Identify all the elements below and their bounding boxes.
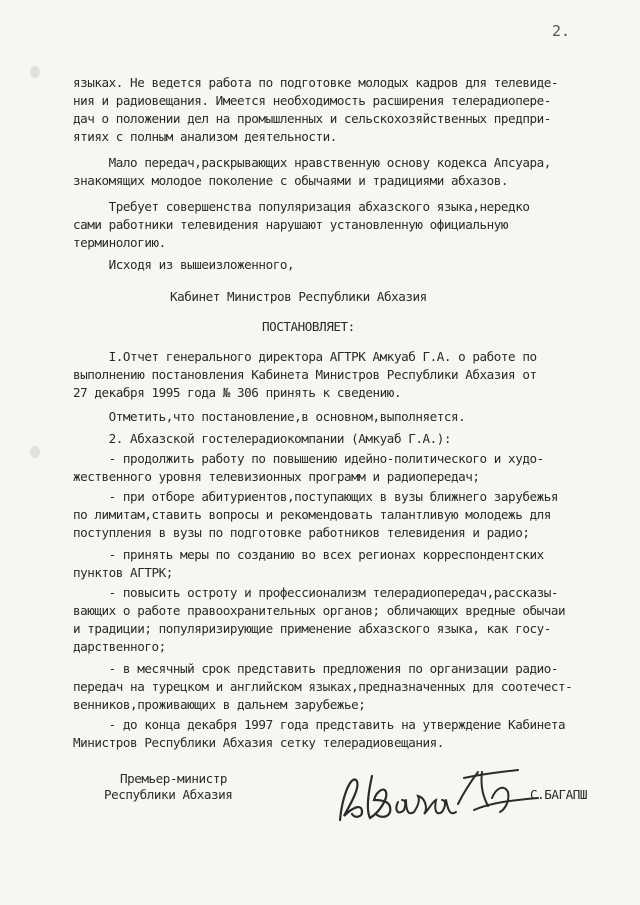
item-line: по лимитам,ставить вопросы и рекомендовать талантливую молодежь для [73, 507, 551, 522]
resolves-heading: ПОСТАНОВЛЯЕТ: [262, 319, 355, 334]
item-line: - до конца декабря 1997 года представить на утверждение Кабинета [73, 717, 566, 732]
signatory-title: Республики Абхазия [104, 787, 233, 802]
item-line: выполнению постановления Кабинета Министров Республики Абхазия от [73, 367, 537, 382]
item-line: - продолжить работу по повышению идейно-политического и худо- [73, 451, 544, 466]
item-line: и традиции; популяризирующие применение абхазского языка, как госу- [73, 621, 551, 636]
signatory-title: Премьер-министр [120, 771, 227, 786]
page-number: 2. [552, 22, 571, 40]
item-line: жественного уровня телевизионных программ и радиопередач; [73, 469, 480, 484]
item-line: дарственного; [73, 639, 166, 654]
signatory-name: С.БАГАПШ [530, 787, 588, 802]
item-line: - при отборе абитуриентов,поступающих в вузы ближнего зарубежья [73, 489, 558, 504]
item-line: - в месячный срок представить предложения по организации радио- [73, 661, 558, 676]
paragraph-line: знакомящих молодое поколение с обычаями и традициями абхазов. [73, 173, 509, 188]
paragraph-line: ния и радиовещания. Имеется необходимость расширения телерадиопере- [73, 93, 551, 108]
paragraph-line: дач о положении дел на промышленных и сельскохозяйственных предпри- [73, 111, 551, 126]
item-line: - повысить остроту и профессионализм телерадиопередач,рассказы- [73, 585, 558, 600]
paragraph-line: Мало передач,раскрывающих нравственную основу кодекса Апсуара, [73, 155, 551, 170]
item-line: I.Отчет генерального директора АГТРК Амкуаб Г.А. о работе по [73, 349, 537, 364]
paragraph-line: Требует совершенства популяризация абхазского языка,нередко [73, 199, 530, 214]
item-line: передач на турецком и английском языках,предназначенных для соотечест- [73, 679, 573, 694]
item-line: вающих о работе правоохранительных органов; обличающих вредные обычаи [73, 603, 566, 618]
paragraph-line: терминологию. [73, 235, 166, 250]
punch-hole-mark [30, 66, 40, 78]
handwritten-signature [332, 758, 550, 838]
item-line: пунктов АГТРК; [73, 565, 173, 580]
paragraph-line: языках. Не ведется работа по подготовке молодых кадров для телевиде- [73, 75, 558, 90]
paragraph-line: ятиях с полным анализом деятельности. [73, 129, 337, 144]
item-line: венников,проживающих в дальнем зарубежье; [73, 697, 366, 712]
punch-hole-mark [30, 446, 40, 458]
item-line: Отметить,что постановление,в основном,выполняется. [73, 409, 466, 424]
item-line: 27 декабря 1995 года № 306 принять к сведению. [73, 385, 402, 400]
paragraph-line: Исходя из вышеизложенного, [73, 257, 295, 272]
cabinet-heading: Кабинет Министров Республики Абхазия [170, 289, 427, 304]
paragraph-line: сами работники телевидения нарушают установленную официальную [73, 217, 509, 232]
item-line: - принять меры по созданию во всех регионах корреспондентских [73, 547, 544, 562]
item-line: Министров Республики Абхазия сетку телерадиовещания. [73, 735, 444, 750]
item-line: 2. Абхазской гостелерадиокомпании (Амкуаб Г.А.): [73, 431, 452, 446]
item-line: поступления в вузы по подготовке работников телевидения и радио; [73, 525, 530, 540]
